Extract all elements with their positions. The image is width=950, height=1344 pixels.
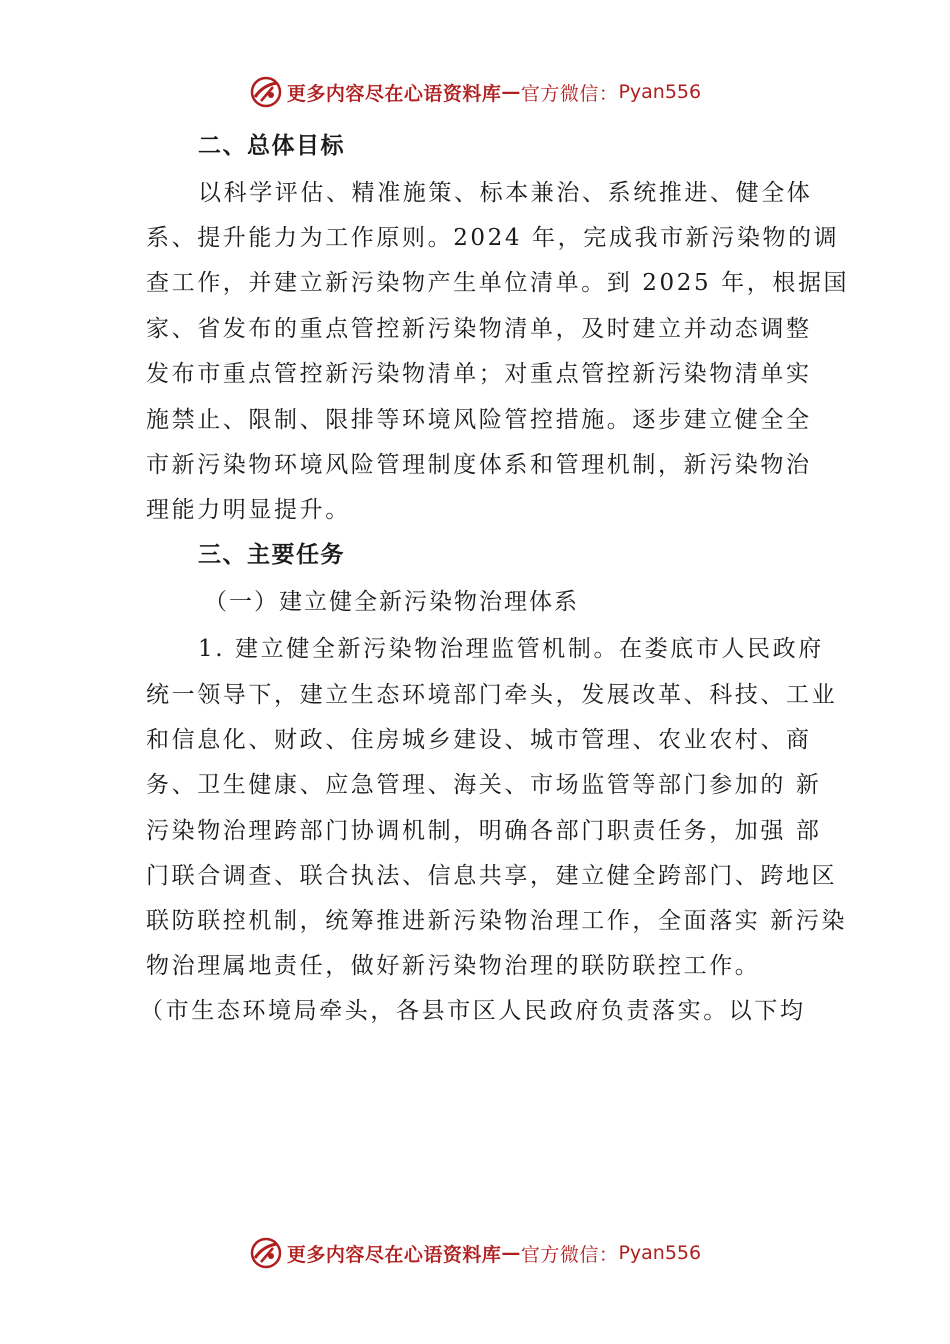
paragraph-line: （市生态环境局牵头，各县市区人民政府负责落实。以下均 (140, 998, 806, 1024)
brush-logo-icon (249, 1236, 283, 1270)
watermark-dash: — (501, 1242, 521, 1264)
section-heading-tasks: 三、主要任务 (198, 542, 345, 568)
paragraph-line: 务、卫生健康、应急管理、海关、市场监管等部门参加的 新 (146, 772, 822, 798)
paragraph-line: 和信息化、财政、住房城乡建设、城市管理、农业农村、商 (146, 727, 812, 753)
brush-logo-icon (249, 75, 283, 109)
paragraph-line: 1. 建立健全新污染物治理监管机制。在娄底市人民政府 (198, 636, 824, 662)
watermark-footer (0, 1233, 950, 1273)
paragraph-line: 系、提升能力为工作原则。2024 年，完成我市新污染物的调 (146, 225, 840, 251)
watermark-header (0, 72, 950, 112)
paragraph-line: 统一领导下，建立生态环境部门牵头，发展改革、科技、工业 (146, 682, 838, 708)
paragraph-line: 以科学评估、精准施策、标本兼治、系统推进、健全体 (198, 180, 813, 206)
paragraph-line: 市新污染物环境风险管理制度体系和管理机制，新污染物治 (146, 452, 812, 478)
section-heading-goals: 二、总体目标 (198, 133, 345, 159)
paragraph-line: 理能力明显提升。 (146, 497, 351, 523)
watermark-main-text: 更多内容尽在心语资料库 (286, 1243, 502, 1266)
paragraph-line: 门联合调查、联合执法、信息共享，建立健全跨部门、跨地区 (146, 863, 838, 889)
paragraph-line: 联防联控机制，统筹推进新污染物治理工作，全面落实 新污染 (146, 908, 848, 934)
watermark-wechat-id: Pyan556 (618, 81, 702, 103)
subsection-heading: （一）建立健全新污染物治理体系 (204, 589, 579, 615)
watermark-sub-text: 官方微信： (520, 82, 619, 105)
paragraph-line: 发布市重点管控新污染物清单；对重点管控新污染物清单实 (146, 361, 812, 387)
paragraph-line: 污染物治理跨部门协调机制，明确各部门职责任务，加强 部 (146, 818, 822, 844)
watermark-main-text: 更多内容尽在心语资料库 (286, 82, 502, 105)
paragraph-line: 施禁止、限制、限排等环境风险管控措施。逐步建立健全全 (146, 407, 812, 433)
watermark-sub-text: 官方微信： (520, 1243, 619, 1266)
watermark-dash: — (501, 81, 521, 103)
paragraph-line: 查工作，并建立新污染物产生单位清单。到 2025 年，根据国 (146, 270, 850, 296)
paragraph-line: 家、省发布的重点管控新污染物清单，及时建立并动态调整 (146, 316, 812, 342)
paragraph-line: 物治理属地责任，做好新污染物治理的联防联控工作。 (146, 953, 761, 979)
watermark-wechat-id: Pyan556 (618, 1242, 702, 1264)
